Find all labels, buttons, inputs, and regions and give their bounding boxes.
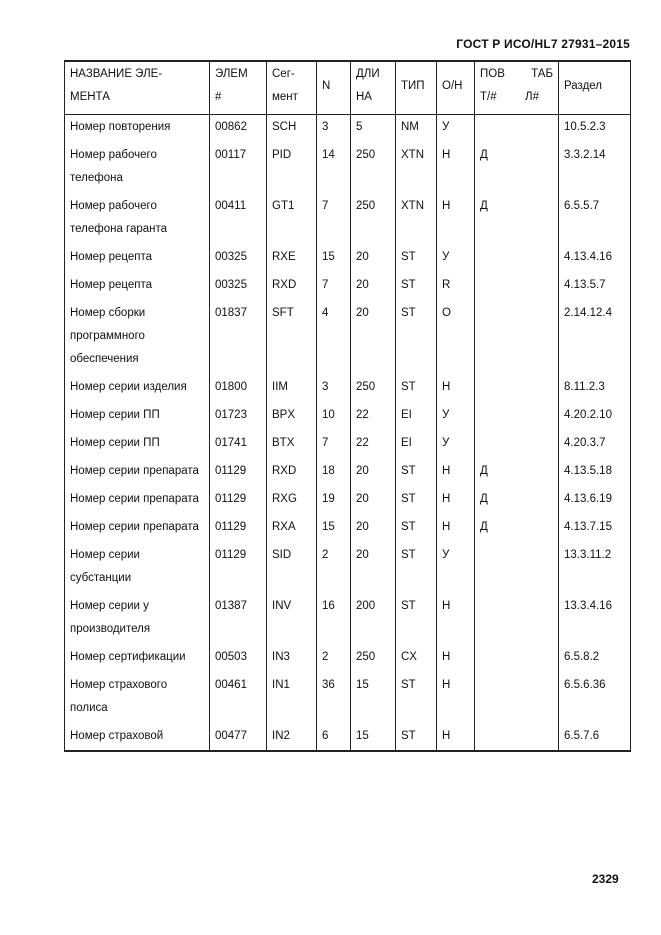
cell-segment: GT1	[267, 194, 317, 245]
cell-n: 14	[317, 143, 351, 194]
cell-elem: 00411	[210, 194, 267, 245]
cell-elem: 00862	[210, 115, 267, 144]
cell-elem: 01129	[210, 543, 267, 594]
cell-segment: RXE	[267, 245, 317, 273]
cell-elem: 00117	[210, 143, 267, 194]
col-header-oh: О/Н	[437, 61, 475, 115]
cell-length: 250	[351, 194, 396, 245]
cell-length: 250	[351, 375, 396, 403]
cell-section: 2.14.12.4	[559, 301, 631, 375]
cell-section: 6.5.7.6	[559, 724, 631, 751]
cell-n: 7	[317, 194, 351, 245]
cell-type: NM	[396, 115, 437, 144]
cell-section: 8.11.2.3	[559, 375, 631, 403]
cell-segment: SID	[267, 543, 317, 594]
cell-segment: RXG	[267, 487, 317, 515]
document-standard-header: ГОСТ Р ИСО/HL7 27931–2015	[456, 37, 630, 51]
cell-elem: 01800	[210, 375, 267, 403]
cell-section: 4.20.3.7	[559, 431, 631, 459]
table-row	[65, 459, 631, 487]
cell-oh: Н	[437, 645, 475, 673]
cell-length: 20	[351, 301, 396, 375]
cell-section: 4.13.5.7	[559, 273, 631, 301]
cell-elem: 01837	[210, 301, 267, 375]
cell-name: Номер сертификации	[65, 645, 210, 673]
cell-oh: У	[437, 543, 475, 594]
table-header-row	[65, 61, 631, 115]
cell-rep-table	[475, 431, 559, 459]
cell-type: ST	[396, 594, 437, 645]
cell-name: Номер страхового полиса	[65, 673, 210, 724]
cell-name: Номер серии субстанции	[65, 543, 210, 594]
cell-length: 20	[351, 487, 396, 515]
table-row	[65, 403, 631, 431]
cell-oh: Н	[437, 194, 475, 245]
cell-type: ST	[396, 724, 437, 751]
cell-length: 250	[351, 143, 396, 194]
cell-name: Номер серии препарата	[65, 459, 210, 487]
cell-length: 20	[351, 273, 396, 301]
cell-segment: BPX	[267, 403, 317, 431]
cell-type: ST	[396, 487, 437, 515]
table-row	[65, 273, 631, 301]
cell-elem: 00325	[210, 245, 267, 273]
cell-rep-table	[475, 245, 559, 273]
table-row	[65, 245, 631, 273]
cell-n: 2	[317, 543, 351, 594]
cell-elem: 01129	[210, 459, 267, 487]
cell-type: EI	[396, 403, 437, 431]
cell-n: 3	[317, 115, 351, 144]
cell-n: 6	[317, 724, 351, 751]
cell-type: EI	[396, 431, 437, 459]
cell-length: 250	[351, 645, 396, 673]
cell-oh: У	[437, 431, 475, 459]
cell-n: 10	[317, 403, 351, 431]
cell-elem: 00503	[210, 645, 267, 673]
table-row	[65, 431, 631, 459]
cell-type: ST	[396, 543, 437, 594]
cell-oh: Н	[437, 143, 475, 194]
cell-section: 4.13.7.15	[559, 515, 631, 543]
cell-segment: IN1	[267, 673, 317, 724]
table-row	[65, 673, 631, 724]
cell-oh: Н	[437, 673, 475, 724]
cell-oh: Н	[437, 375, 475, 403]
cell-rep-table	[475, 645, 559, 673]
cell-segment: INV	[267, 594, 317, 645]
cell-segment: RXD	[267, 459, 317, 487]
table-row	[65, 515, 631, 543]
cell-oh: У	[437, 115, 475, 144]
table-row	[65, 724, 631, 751]
cell-segment: IN3	[267, 645, 317, 673]
cell-type: ST	[396, 673, 437, 724]
cell-segment: IIM	[267, 375, 317, 403]
cell-name: Номер серии ПП	[65, 431, 210, 459]
cell-section: 10.5.2.3	[559, 115, 631, 144]
cell-segment: SCH	[267, 115, 317, 144]
table-row	[65, 645, 631, 673]
cell-section: 4.13.4.16	[559, 245, 631, 273]
cell-elem: 01129	[210, 487, 267, 515]
cell-oh: Н	[437, 724, 475, 751]
cell-type: XTN	[396, 143, 437, 194]
cell-segment: RXD	[267, 273, 317, 301]
cell-rep-table	[475, 273, 559, 301]
cell-name: Номер серии у производителя	[65, 594, 210, 645]
cell-type: ST	[396, 515, 437, 543]
cell-section: 6.5.8.2	[559, 645, 631, 673]
table-row	[65, 115, 631, 144]
cell-oh: Н	[437, 459, 475, 487]
col-header-section: Раздел	[559, 61, 631, 115]
cell-name: Номер рецепта	[65, 245, 210, 273]
col-header-rep-table: ПОВ ТАБ Т/# Л#	[475, 61, 559, 115]
col-header-type: ТИП	[396, 61, 437, 115]
cell-rep-table	[475, 115, 559, 144]
cell-rep-table: Д	[475, 515, 559, 543]
col-header-length: ДЛИ НА	[351, 61, 396, 115]
table-row	[65, 375, 631, 403]
cell-rep-table	[475, 724, 559, 751]
cell-length: 15	[351, 673, 396, 724]
cell-rep-table: Д	[475, 143, 559, 194]
col-header-segment: Сег- мент	[267, 61, 317, 115]
cell-rep-table: Д	[475, 459, 559, 487]
table-row	[65, 487, 631, 515]
cell-elem: 01387	[210, 594, 267, 645]
cell-section: 13.3.11.2	[559, 543, 631, 594]
cell-name: Номер серии изделия	[65, 375, 210, 403]
cell-rep-table: Д	[475, 194, 559, 245]
cell-type: ST	[396, 273, 437, 301]
col-header-name: НАЗВАНИЕ ЭЛЕ- МЕНТА	[65, 61, 210, 115]
cell-length: 22	[351, 431, 396, 459]
cell-name: Номер серии препарата	[65, 487, 210, 515]
cell-segment: BTX	[267, 431, 317, 459]
cell-rep-table: Д	[475, 487, 559, 515]
cell-n: 4	[317, 301, 351, 375]
cell-elem: 00325	[210, 273, 267, 301]
cell-oh: Н	[437, 515, 475, 543]
col-header-n: N	[317, 61, 351, 115]
cell-section: 3.3.2.14	[559, 143, 631, 194]
cell-section: 4.13.5.18	[559, 459, 631, 487]
cell-n: 15	[317, 245, 351, 273]
cell-type: XTN	[396, 194, 437, 245]
cell-type: ST	[396, 375, 437, 403]
cell-elem: 00461	[210, 673, 267, 724]
cell-section: 4.20.2.10	[559, 403, 631, 431]
cell-oh: Н	[437, 594, 475, 645]
cell-rep-table	[475, 594, 559, 645]
cell-length: 20	[351, 245, 396, 273]
cell-type: CX	[396, 645, 437, 673]
cell-length: 20	[351, 515, 396, 543]
cell-section: 6.5.5.7	[559, 194, 631, 245]
cell-elem: 01129	[210, 515, 267, 543]
cell-type: ST	[396, 245, 437, 273]
page-number: 2329	[592, 872, 619, 886]
cell-segment: IN2	[267, 724, 317, 751]
cell-oh: У	[437, 403, 475, 431]
cell-elem: 01723	[210, 403, 267, 431]
cell-n: 2	[317, 645, 351, 673]
cell-oh: R	[437, 273, 475, 301]
cell-n: 3	[317, 375, 351, 403]
table-row	[65, 194, 631, 245]
col-header-elem: ЭЛЕМ #	[210, 61, 267, 115]
cell-section: 6.5.6.36	[559, 673, 631, 724]
cell-rep-table	[475, 403, 559, 431]
table-row	[65, 301, 631, 375]
cell-name: Номер рабочего телефона гаранта	[65, 194, 210, 245]
cell-oh: Н	[437, 487, 475, 515]
cell-length: 5	[351, 115, 396, 144]
cell-section: 13.3.4.16	[559, 594, 631, 645]
cell-segment: RXA	[267, 515, 317, 543]
table-row	[65, 543, 631, 594]
cell-length: 22	[351, 403, 396, 431]
cell-length: 20	[351, 543, 396, 594]
cell-length: 15	[351, 724, 396, 751]
cell-n: 19	[317, 487, 351, 515]
cell-elem: 00477	[210, 724, 267, 751]
cell-n: 7	[317, 431, 351, 459]
cell-segment: SFT	[267, 301, 317, 375]
cell-n: 18	[317, 459, 351, 487]
cell-rep-table	[475, 301, 559, 375]
cell-name: Номер рецепта	[65, 273, 210, 301]
cell-name: Номер сборки программного обеспечения	[65, 301, 210, 375]
cell-name: Номер серии ПП	[65, 403, 210, 431]
cell-n: 7	[317, 273, 351, 301]
cell-elem: 01741	[210, 431, 267, 459]
table-row	[65, 594, 631, 645]
cell-n: 16	[317, 594, 351, 645]
cell-name: Номер повторения	[65, 115, 210, 144]
cell-type: ST	[396, 459, 437, 487]
cell-oh: О	[437, 301, 475, 375]
cell-name: Номер серии препарата	[65, 515, 210, 543]
cell-rep-table	[475, 375, 559, 403]
data-elements-table	[64, 60, 631, 752]
cell-type: ST	[396, 301, 437, 375]
cell-segment: PID	[267, 143, 317, 194]
cell-name: Номер рабочего телефона	[65, 143, 210, 194]
cell-section: 4.13.6.19	[559, 487, 631, 515]
table-row	[65, 143, 631, 194]
cell-n: 36	[317, 673, 351, 724]
cell-length: 200	[351, 594, 396, 645]
cell-name: Номер страховой	[65, 724, 210, 751]
cell-rep-table	[475, 673, 559, 724]
cell-n: 15	[317, 515, 351, 543]
cell-rep-table	[475, 543, 559, 594]
cell-oh: У	[437, 245, 475, 273]
cell-length: 20	[351, 459, 396, 487]
